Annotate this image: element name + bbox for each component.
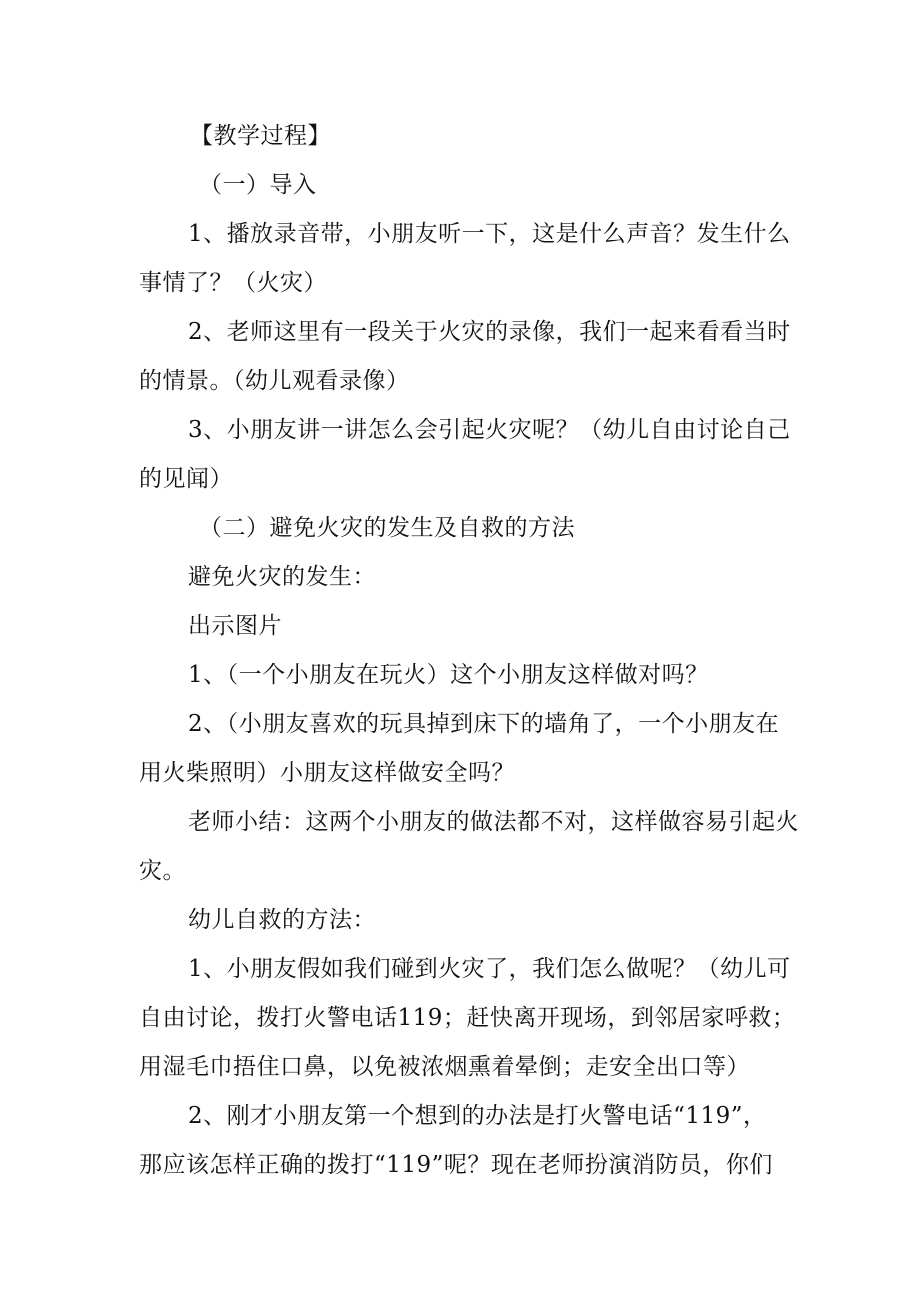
rescue-2-line-2: 那应该怎样正确的拨打“119”呢？现在老师扮演消防员，你们 <box>139 1152 773 1178</box>
teacher-summary-line-2: 灾。 <box>139 858 186 884</box>
subheading-self-rescue: 幼儿自救的方法： <box>188 907 376 933</box>
item-2-line-1: 2、（小朋友喜欢的玩具掉到床下的墙角了，一个小朋友在 <box>188 711 780 737</box>
para-2-line-1: 2、老师这里有一段关于火灾的录像，我们一起来看看当时 <box>188 319 791 345</box>
section-two-title: （二）避免火灾的发生及自救的方法 <box>199 515 575 541</box>
teacher-summary-line-1: 老师小结：这两个小朋友的做法都不对，这样做容易引起火 <box>188 809 799 835</box>
rescue-1-line-3: 用湿毛巾捂住口鼻，以免被浓烟熏着晕倒；走安全出口等） <box>139 1054 750 1080</box>
section-one-title: （一）导入 <box>199 172 317 198</box>
rescue-1-line-2: 自由讨论，拨打火警电话119；赶快离开现场，到邻居家呼救； <box>139 1005 796 1031</box>
para-1-line-1: 1、播放录音带，小朋友听一下，这是什么声音？发生什么 <box>188 221 791 247</box>
show-pictures-text: 出示图片 <box>188 613 282 639</box>
rescue-1-line-1: 1、小朋友假如我们碰到火灾了，我们怎么做呢？（幼儿可 <box>188 956 791 982</box>
lesson-heading: 【教学过程】 <box>190 123 331 149</box>
item-2-line-2: 用火柴照明）小朋友这样做安全吗？ <box>139 760 515 786</box>
subheading-avoid-fire: 避免火灾的发生： <box>188 564 376 590</box>
para-3-line-2: 的见闻） <box>139 466 233 492</box>
para-2-line-2: 的情景。（幼儿观看录像） <box>139 368 410 394</box>
rescue-2-line-1: 2、刚才小朋友第一个想到的办法是打火警电话“119”， <box>188 1103 767 1129</box>
para-1-line-2: 事情了？（火灾） <box>139 270 327 296</box>
item-1: 1、（一个小朋友在玩火）这个小朋友这样做对吗？ <box>188 662 709 688</box>
para-3-line-1: 3、小朋友讲一讲怎么会引起火灾呢？（幼儿自由讨论自己 <box>188 417 791 443</box>
